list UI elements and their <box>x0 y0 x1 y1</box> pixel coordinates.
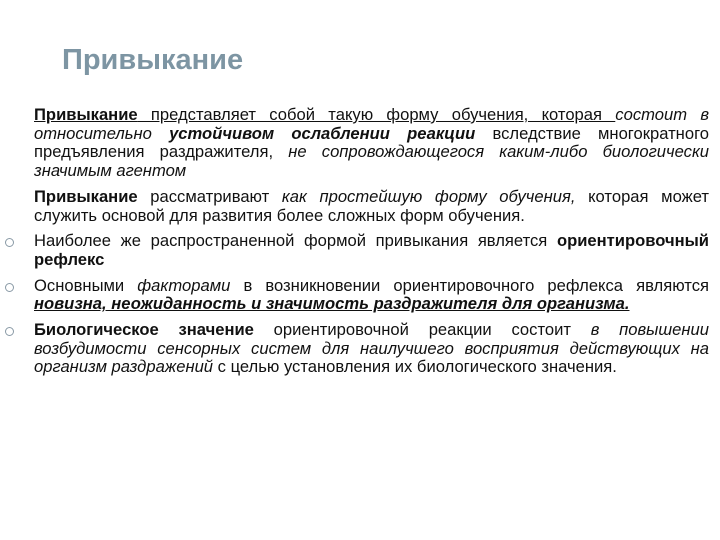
bullet-circle-icon <box>5 283 14 292</box>
bullet-circle-icon <box>5 238 14 247</box>
paragraph-simplest-form <box>34 188 709 225</box>
term-habituation: Привыкание <box>34 105 138 124</box>
text-segment: Наиболее же распространенной формой привыкания является <box>34 231 557 251</box>
term-factors: факторами <box>137 275 231 295</box>
definition-cause: вследствие многократного предъявления раздражителя, <box>34 123 709 162</box>
definition-italic: состоит в относительно <box>34 105 709 143</box>
text-segment: Основными <box>34 275 138 295</box>
text-segment: в возникновении ориентировочного рефлекса являются <box>230 275 709 295</box>
term-biological-significance: Биологическое значение <box>34 320 254 340</box>
slide-content <box>34 106 709 377</box>
text-segment: ориентировочной реакции состоит <box>253 320 591 340</box>
term-orienting-reflex: ориентировочный рефлекс <box>34 231 709 269</box>
definition-text: представляет собой такую форму обучения, которая <box>137 105 616 124</box>
term-habituation: Привыкание <box>34 186 138 206</box>
bullet-biological-significance <box>34 321 709 377</box>
bullet-factors <box>34 277 709 314</box>
paragraph-definition <box>34 106 709 181</box>
definition-key-phrase: устойчивом ослаблении реакции <box>169 123 476 143</box>
bullet-circle-icon <box>5 327 14 336</box>
slide-title: Привыкание <box>62 44 244 76</box>
text-segment: рассматривают <box>137 186 282 206</box>
definition-condition: не сопровождающегося каким-либо биологически значимым агентом <box>34 142 710 181</box>
bullet-orienting-reflex <box>34 232 709 269</box>
text-segment: с целью установления их биологического значения. <box>213 357 617 377</box>
text-italic: в повышении возбудимости сенсорных систем для наилучшего восприятия действующих на организм раздражений <box>34 320 709 377</box>
factors-list: новизна, неожиданность и значимость раздражителя для организма. <box>34 294 630 314</box>
text-segment: которая может служить основой для развития более сложных форм обучения. <box>34 186 709 225</box>
text-italic: как простейшую форму обучения, <box>281 186 576 206</box>
